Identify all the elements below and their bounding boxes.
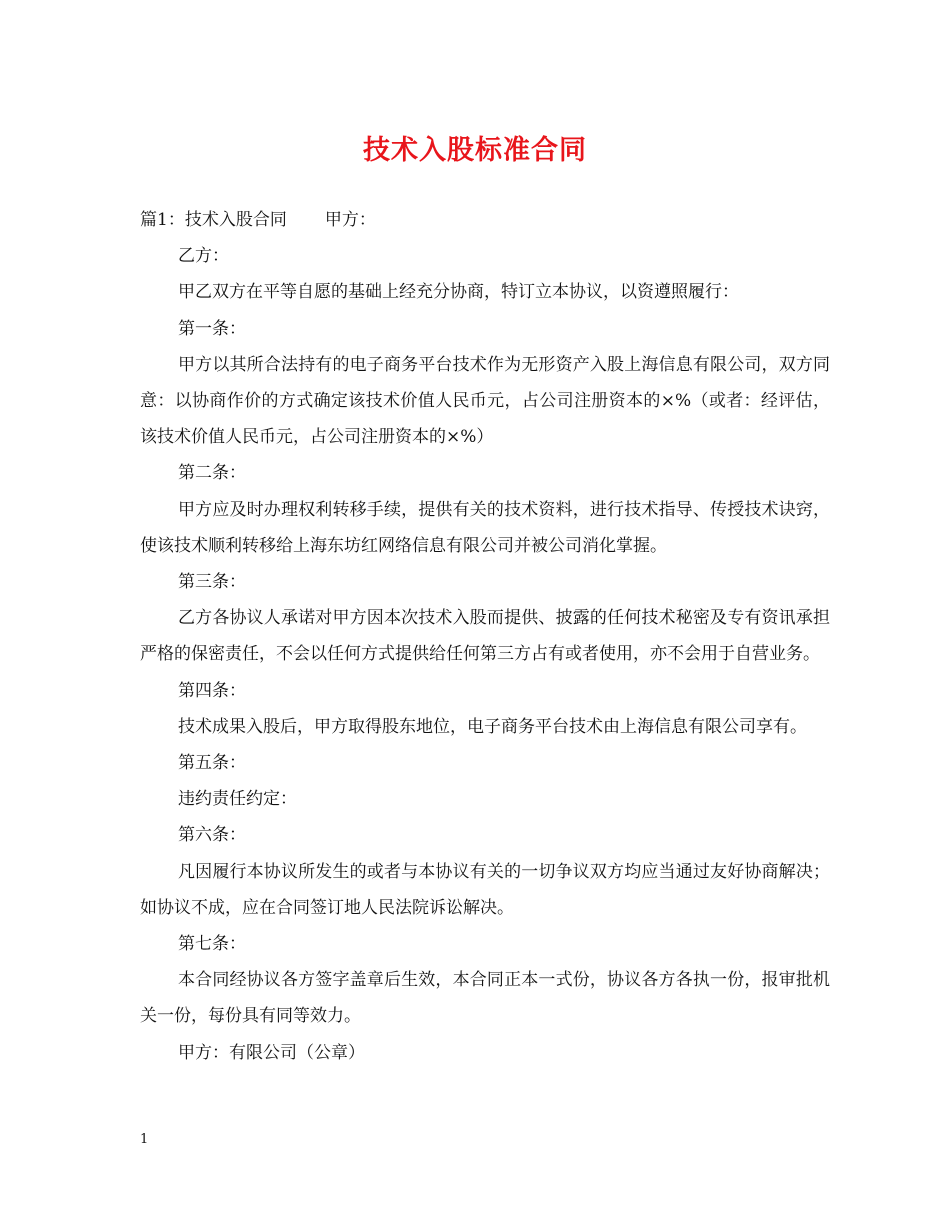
paragraph: 技术成果入股后，甲方取得股东地位，电子商务平台技术由上海信息有限公司享有。 <box>178 716 807 737</box>
paragraph: 乙方各协议人承诺对甲方因本次技术入股而提供、披露的任何技术秘密及专有资讯承担严格的保密责任，不会以任何方式提供给任何第三方占有或者使用，亦不会用于自营业务。 <box>140 608 830 665</box>
clause-heading: 第二条： <box>178 463 246 484</box>
paragraph: 凡因履行本协议所发生的或者与本协议有关的一切争议双方均应当通过友好协商解决；如协议不成，应在合同签订地人民法院诉讼解决。 <box>140 861 830 918</box>
clause-heading: 第七条： <box>178 934 246 955</box>
clause-heading: 第六条： <box>178 825 246 846</box>
first-line <box>140 202 830 238</box>
document-body <box>140 202 830 1071</box>
paragraph: 甲乙双方在平等自愿的基础上经充分协商，特订立本协议，以资遵照履行： <box>178 282 739 303</box>
party-a-label: 甲方： <box>324 210 376 230</box>
paragraph: 甲方以其所合法持有的电子商务平台技术作为无形资产入股上海信息有限公司，双方同意：以协商作价的方式确定该技术价值人民币元，占公司注册资本的×%（或者：经评估，该技术价值人民币元，占公司注册资本的×%） <box>140 354 830 448</box>
clause-heading: 第四条： <box>178 680 246 701</box>
paragraph: 乙方： <box>178 246 229 267</box>
clause-heading: 第一条： <box>178 318 246 339</box>
paragraph: 本合同经协议各方签字盖章后生效，本合同正本一式份，协议各方各执一份，报审批机关一份，每份具有同等效力。 <box>140 970 830 1027</box>
paragraph: 违约责任约定： <box>178 789 297 810</box>
chapter-label: 篇1：技术入股合同 <box>140 210 287 230</box>
signature-line: 甲方：有限公司（公章） <box>178 1042 365 1063</box>
document-title: 技术入股标准合同 <box>363 135 587 166</box>
clause-heading: 第五条： <box>178 753 246 774</box>
paragraph: 甲方应及时办理权利转移手续，提供有关的技术资料，进行技术指导、传授技术诀窍，使该技术顺利转移给上海东坊红网络信息有限公司并被公司消化掌握。 <box>140 499 830 556</box>
clause-heading: 第三条： <box>178 572 246 593</box>
page-number: 1 <box>140 1132 149 1147</box>
